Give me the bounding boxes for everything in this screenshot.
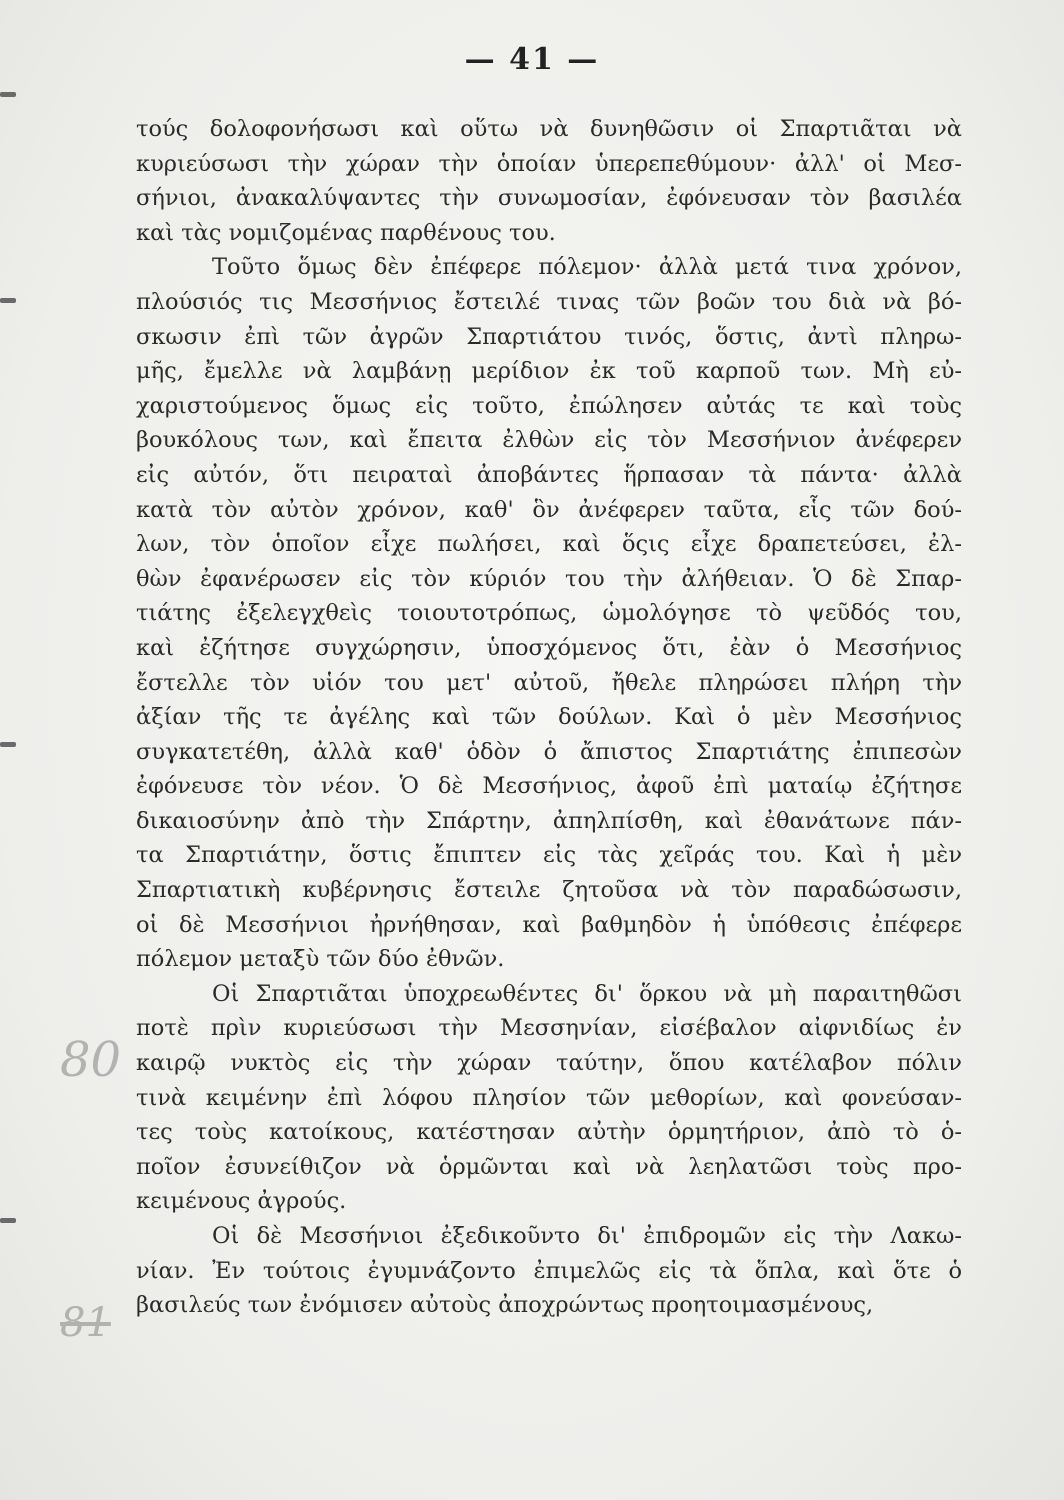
text-line: δικαιοσύνην ἀπὸ τὴν Σπάρτην, ἀπηλπίσθη, καὶ ἐθανάτωνε πάν- xyxy=(136,807,962,834)
text-line: τα Σπαρτιάτην, ὅστις ἔπιπτεν εἰς τὰς χεῖράς του. Καὶ ἡ μὲν xyxy=(136,842,962,869)
text-line: βασιλεύς των ἐνόμισεν αὐτοὺς ἀποχρώντως προητοιμασμένους, xyxy=(136,1292,874,1319)
text-line: τιάτης ἐξελεγχθεὶς τοιουτοτρόπως, ὡμολόγησε τὸ ψεῦδός του, xyxy=(136,600,962,627)
text-line: καιρῷ νυκτὸς εἰς τὴν χώραν ταύτην, ὅπου κατέλαβον πόλιν xyxy=(136,1050,962,1077)
text-line: θὼν ἐφανέρωσεν εἰς τὸν κύριόν του τὴν ἀλήθειαν. Ὁ δὲ Σπαρ- xyxy=(136,565,962,592)
text-line: οἱ δὲ Μεσσήνιοι ἠρνήθησαν, καὶ βαθμηδὸν ἡ ὑπόθεσις ἐπέφερε xyxy=(136,911,962,938)
text-line: μῆς, ἔμελλε νὰ λαμβάνῃ μερίδιον ἐκ τοῦ καρποῦ των. Μὴ εὐ- xyxy=(136,358,962,385)
margin-note: 80 xyxy=(60,1032,122,1088)
binding-mark xyxy=(0,92,16,97)
text-line: κειμένους ἀγρούς. xyxy=(136,1188,347,1215)
text-line: Οἱ Σπαρτιᾶται ὑποχρεωθέντες δι' ὅρκου νὰ μὴ παραιτηθῶσι xyxy=(212,980,962,1007)
text-line: καὶ τὰς νομιζομένας παρθένους του. xyxy=(136,219,556,246)
text-line: πλούσιός τις Μεσσήνιος ἔστειλέ τινας τῶν βοῶν του διὰ νὰ βό- xyxy=(136,288,962,315)
text-line: ἔστελλε τὸν υἱόν του μετ' αὐτοῦ, ἤθελε πληρώσει πλήρη τὴν xyxy=(136,669,962,696)
binding-mark xyxy=(0,1218,16,1223)
text-line: Οἱ δὲ Μεσσήνιοι ἐξεδικοῦντο δι' ἐπιδρομῶν εἰς τὴν Λακω- xyxy=(212,1223,962,1249)
text-line: λων, τὸν ὁποῖον εἶχε πωλήσει, καὶ ὅςις εἶχε δραπετεύσει, ἐλ- xyxy=(136,531,962,558)
text-line: τούς δολοφονήσωσι καὶ οὕτω νὰ δυνηθῶσιν οἱ Σπαρτιᾶται νὰ xyxy=(136,116,962,142)
text-line: τινὰ κειμένην ἐπὶ λόφου πλησίον τῶν μεθορίων, καὶ φονεύσαν- xyxy=(136,1084,962,1111)
text-line: συγκατετέθη, ἀλλὰ καθ' ὁδὸν ὁ ἄπιστος Σπαρτιάτης ἐπιπεσὼν xyxy=(136,738,962,765)
text-line: εἰς αὐτόν, ὅτι πειραταὶ ἀποβάντες ἥρπασαν τὰ πάντα· ἀλλὰ xyxy=(136,461,962,488)
text-line: κυριεύσωσι τὴν χώραν τὴν ὁποίαν ὑπερεπεθύμουν· ἀλλ' οἱ Μεσ- xyxy=(136,150,962,177)
text-line: ποτὲ πρὶν κυριεύσωσι τὴν Μεσσηνίαν, εἰσέβαλον αἰφνιδίως ἐν xyxy=(136,1015,962,1042)
text-line: σήνιοι, ἀνακαλύψαντες τὴν συνωμοσίαν, ἐφόνευσαν τὸν βασιλέα xyxy=(136,185,962,212)
text-line: κατὰ τὸν αὐτὸν χρόνον, καθ' ὃν ἀνέφερεν ταῦτα, εἷς τῶν δού- xyxy=(136,496,962,523)
text-line: ποῖον ἐσυνείθιζον νὰ ὁρμῶνται καὶ νὰ λεηλατῶσι τοὺς προ- xyxy=(136,1153,962,1180)
text-line: βουκόλους των, καὶ ἔπειτα ἐλθὼν εἰς τὸν Μεσσήνιον ἀνέφερεν xyxy=(136,427,962,454)
text-line: Σπαρτιατικὴ κυβέρνησις ἔστειλε ζητοῦσα νὰ τὸν παραδώσωσιν, xyxy=(136,877,962,904)
text-line: ἐφόνευσε τὸν νέον. Ὁ δὲ Μεσσήνιος, ἀφοῦ ἐπὶ ματαίῳ ἐζήτησε xyxy=(136,773,962,800)
body-text xyxy=(136,112,962,1323)
binding-mark xyxy=(0,298,16,303)
paragraph xyxy=(136,112,962,250)
paragraph xyxy=(136,977,962,1219)
paragraph xyxy=(136,1219,962,1323)
paragraph xyxy=(136,250,962,976)
text-line: καὶ ἐζήτησε συγχώρησιν, ὑποσχόμενος ὅτι, ἐὰν ὁ Μεσσήνιος xyxy=(136,634,962,661)
text-line: πόλεμον μεταξὺ τῶν δύο ἐθνῶν. xyxy=(136,946,505,973)
text-line: Τοῦτο ὅμως δὲν ἐπέφερε πόλεμον· ἀλλὰ μετά τινα χρόνον, xyxy=(212,254,962,281)
text-line: σκωσιν ἐπὶ τῶν ἀγρῶν Σπαρτιάτου τινός, ὅστις, ἀντὶ πληρω- xyxy=(136,323,962,350)
text-line: τες τοὺς κατοίκους, κατέστησαν αὐτὴν ὁρμητήριον, ἀπὸ τὸ ὁ- xyxy=(136,1119,962,1146)
text-line: νίαν. Ἐν τούτοις ἐγυμνάζοντο ἐπιμελῶς εἰς τὰ ὅπλα, καὶ ὅτε ὁ xyxy=(136,1257,962,1284)
binding-mark xyxy=(0,742,16,747)
text-line: ἀξίαν τῆς τε ἀγέλης καὶ τῶν δούλων. Καὶ ὁ μὲν Μεσσήνιος xyxy=(136,704,962,731)
page-number: — 41 — xyxy=(464,42,600,77)
text-line: χαριστούμενος ὅμως εἰς τοῦτο, ἐπώλησεν αὐτάς τε καὶ τοὺς xyxy=(136,392,962,419)
margin-note: 81 xyxy=(60,1300,111,1346)
